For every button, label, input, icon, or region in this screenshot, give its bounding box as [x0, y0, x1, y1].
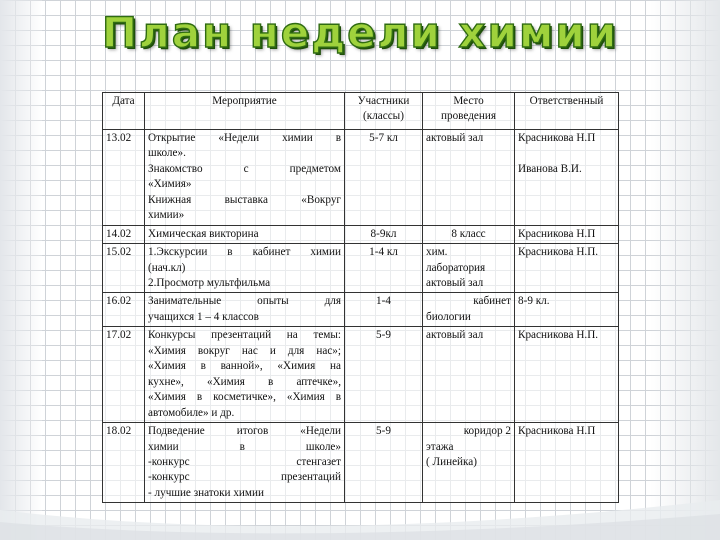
cell-date: 17.02	[103, 327, 145, 423]
header-participants: Участники (классы)	[345, 93, 423, 130]
table-row	[103, 293, 619, 327]
table-row	[103, 327, 619, 423]
responsible-line: Красникова Н.П	[518, 425, 596, 438]
table-row	[103, 423, 619, 503]
chemistry-week-plan-table	[102, 92, 619, 503]
cell-participants: 5-9	[345, 423, 423, 503]
cell-event	[145, 244, 345, 293]
event-line: -конкурс презентаций	[148, 471, 341, 484]
place-line: ( Линейка)	[426, 455, 477, 468]
table-row	[103, 225, 619, 243]
event-line: химии»	[148, 209, 185, 222]
page-title: План недели химии	[101, 8, 619, 57]
responsible-line: Красникова Н.П	[518, 131, 596, 144]
cell-participants: 1-4 кл	[345, 244, 423, 293]
event-line: Открытие «Недели химии в	[148, 131, 341, 144]
right-decorative-band	[650, 0, 720, 540]
header-place: Место проведения	[423, 93, 515, 130]
cell-place	[423, 327, 515, 423]
event-line: Книжная выставка «Вокруг	[148, 193, 341, 206]
header-event: Мероприятие	[145, 93, 345, 130]
responsible-line: 8-9 кл.	[518, 295, 550, 308]
event-line: химии в школе»	[148, 440, 341, 453]
table-row	[103, 244, 619, 293]
event-line: - лучшие знатоки химии	[148, 486, 264, 499]
place-line: этажа	[426, 440, 454, 453]
place-line: лаборатория	[426, 261, 486, 274]
event-line: 1.Экскурсии в кабинет химии	[148, 246, 341, 259]
event-line: Занимательные опыты для	[148, 295, 341, 308]
cell-event	[145, 327, 345, 423]
cell-place	[423, 244, 515, 293]
cell-date: 13.02	[103, 129, 145, 225]
cell-date: 18.02	[103, 423, 145, 503]
event-line: Химическая викторина	[148, 227, 259, 240]
responsible-line: Красникова Н.П	[518, 227, 596, 240]
event-line: кухне», «Химия в аптечке»,	[148, 375, 341, 388]
cell-place	[423, 129, 515, 225]
table-body	[103, 129, 619, 502]
event-line: школе».	[148, 147, 186, 160]
event-line: автомобиле» и др.	[148, 406, 235, 419]
place-line: коридор 2	[463, 425, 511, 438]
header-responsible: Ответственный	[515, 93, 619, 130]
event-line: «Химия в косметичке», «Химия в	[148, 391, 341, 404]
responsible-line: Красникова Н.П.	[518, 329, 599, 342]
event-line: «Химия вокруг нас и для нас»;	[148, 344, 341, 357]
place-line: хим.	[426, 246, 448, 259]
cell-participants: 5-9	[345, 327, 423, 423]
cell-responsible	[515, 244, 619, 293]
cell-event	[145, 423, 345, 503]
place-line: актовый зал	[426, 329, 484, 342]
cell-date: 14.02	[103, 225, 145, 243]
event-line: (нач.кл)	[148, 261, 186, 274]
place-line: биологии	[426, 310, 471, 323]
cell-responsible	[515, 293, 619, 327]
event-line: «Химия»	[148, 178, 192, 191]
cell-responsible	[515, 423, 619, 503]
event-line: Подведение итогов «Недели	[148, 425, 341, 438]
cell-place	[423, 423, 515, 503]
cell-event	[145, 293, 345, 327]
responsible-line: Красникова Н.П.	[518, 246, 599, 259]
cell-participants: 1-4	[345, 293, 423, 327]
cell-responsible	[515, 327, 619, 423]
place-line: актовый зал	[426, 131, 484, 144]
cell-event	[145, 129, 345, 225]
cell-participants: 8-9кл	[345, 225, 423, 243]
cell-responsible	[515, 225, 619, 243]
cell-place	[423, 293, 515, 327]
place-line: 8 класс	[451, 227, 486, 240]
event-line: «Химия в ванной», «Химия на	[148, 360, 341, 373]
event-line: Конкурсы презентаций на темы:	[148, 329, 341, 342]
place-line: кабинет	[473, 295, 511, 308]
cell-responsible	[515, 129, 619, 225]
event-line: 2.Просмотр мультфильма	[148, 276, 271, 289]
cell-place	[423, 225, 515, 243]
cell-event	[145, 225, 345, 243]
cell-participants: 5-7 кл	[345, 129, 423, 225]
left-decorative-band	[0, 0, 42, 540]
event-line: -конкурс стенгазет	[148, 455, 341, 468]
cell-date: 15.02	[103, 244, 145, 293]
responsible-line	[518, 146, 615, 161]
header-date: Дата	[103, 93, 145, 130]
event-line: Знакомство с предметом	[148, 162, 341, 175]
table-row	[103, 129, 619, 225]
responsible-line: Иванова В.И.	[518, 162, 582, 175]
event-line: учащихся 1 – 4 классов	[148, 310, 259, 323]
cell-date: 16.02	[103, 293, 145, 327]
place-line: актовый зал	[426, 276, 484, 289]
table-header-row	[103, 93, 619, 130]
